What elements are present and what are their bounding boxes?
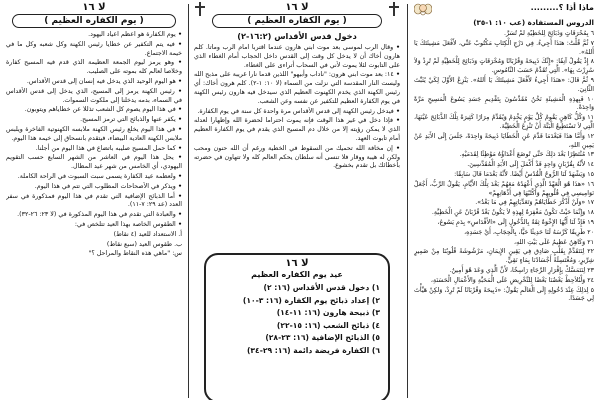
intro-paragraph: • أما الذبائح الإضافية التي تقدم في هذا اليوم فمذكورة في سفر العدد (عد ٢٩: ٧-١١). <box>6 193 182 211</box>
outline-box <box>204 253 390 400</box>
intro-paragraph: • يوم الكفارة هو أعظم أعياد اليهود. <box>6 31 182 40</box>
right-subheading: الدروس المستفادة (عب ١٠: ١-٣٥) <box>473 18 594 27</box>
right-heading: ماذا أذا ؟......... <box>530 2 594 12</box>
middle-header <box>194 2 400 31</box>
right-header <box>414 2 594 18</box>
section-title: ( يوم الكفاره العظيم ) <box>212 14 382 28</box>
intro-paragraph: س: "ماهي هذه النقاط والمراحل ؟" <box>88 250 182 258</box>
angel-icon <box>414 2 432 18</box>
verse-paragraph: ٨ إِذْ يَقُولُ آنِفًا: «إِنَّكَ ذَبِيحَةً وَقُرْبَانًا وَمُحْرَقَاتٍ وَذَبَائِحَ لِلْخَطِيَّةِ لَمْ تُرِدْ وَلاَ سُرِرْتَ بِهَا». الَّتِي تُقَدَّمُ حَسَبَ النَّامُوسِ. <box>414 58 594 75</box>
intro-paragraph: • في هذا اليوم يصوم كل الشعب تذللا عن خطاياهم ويتوبون. <box>6 106 182 115</box>
intro-paragraph: ب. طقوس العيد (سبع نقاط) <box>106 240 182 248</box>
commentary-paragraph: • إن مخافة الله تحميك من السقوط في الخطية ورغم أن الله حنون ومحب ولكن له هيبة ووقار فلا تنسى أنه سلطان يحكم العالم كله ولا تتهاون في حضرته بأخطائك بل تقدم بخشوع. <box>194 145 400 171</box>
intro-paragraph: • والعبادة التي تقدم في هذا اليوم المذكورة في (لا ٢٣: ٢٦-٣٢). <box>6 211 182 220</box>
verse-paragraph: ١٤ لأَنَّهُ بِقُرْبَانٍ وَاحِدٍ قَدْ أَكْمَلَ إِلَى الأَبَدِ الْمُقَدَّسِينَ. <box>467 161 594 169</box>
middle-heading: دخول قدس الأقداس (١٦:٢-٢) <box>237 31 357 41</box>
commentary-paragraph: • فيدخل رئيس الكهنة إلى قدس الأقداس مرة واحدة كل سنة في يوم الكفارة. <box>194 108 400 117</box>
verse-paragraph: ١٩ فَإِذْ لَنَا أَيُّهَا الإِخْوَةُ ثِقَةٌ بِالدُّخُولِ إِلَى «الأَقْدَاسِ» بِدَمِ يَسُوعَ، <box>437 218 594 226</box>
verse-paragraph: ٧ ثُمَّ قُلْتُ: هنَذَا أَجِيءُ. فِي دَرْجِ الْكِتَابِ مَكْتُوبٌ عَنِّي، لأَفْعَلَ مَشِيئَتَكَ يَا أَللهُ». <box>414 39 594 56</box>
verse-paragraph: ٦ بِمُحْرَقَاتٍ وَذَبَائِحَ لِلْخَطِيَّةِ لَمْ تُسَرَّ. <box>504 30 594 37</box>
verse-paragraph: ١٥ وَيَشْهَدُ لَنَا الرُّوحُ الْقُدُسُ أَيْضًا. لأَنَّهُ بَعْدَمَا قَالَ سَابِقًا: <box>454 170 594 178</box>
right-body <box>414 30 594 370</box>
verse-paragraph: ٢١ وَكَاهِنٌ عَظِيمٌ عَلَى بَيْتِ اللهِ، <box>514 238 594 246</box>
left-column <box>0 0 186 400</box>
cross-icon <box>388 2 400 16</box>
commentary-paragraph: • فإذا دخل في غير هذا الوقت فإنه يموت احتراما لحضرة الله وإظهارا لعدله الذي لا يمكن رؤيته إلا من خلال دم المسيح الذي يقدم في يوم الكفارة العظيم أمام تابوت العهد. <box>194 117 400 143</box>
intro-paragraph: • الطقوس الخاصة بهذا العيد تتلخص في: <box>6 221 182 230</box>
outline-item: ١) دخول قدس الأقداس (١٦: ٢) <box>263 283 380 292</box>
column-divider <box>188 4 189 398</box>
intro-paragraph: • يحل هذا اليوم في العاشر من الشهر السابع حسب التقويم اليهودي، أي الخامس من شهر عيد المظال. <box>6 154 182 172</box>
intro-paragraph: • ويذكر في الأصحاحات المطلوب التي تتم في هذا اليوم. <box>6 183 182 192</box>
chapter-number: لا ١٦ <box>82 2 106 13</box>
middle-body <box>194 44 400 249</box>
outline-number: لا ١٦ <box>285 258 309 269</box>
cross-icon <box>194 2 206 16</box>
verse-paragraph: ١٦ «هذَا هُوَ الْعَهْدُ الَّذِي أَعْهَدُهُ مَعَهُمْ بَعْدَ تِلْكَ الأَيَّامِ، يَقُولُ الرَّبُّ، أَجْعَلُ نَوَامِيسِي فِي قُلُوبِهِمْ وَأَكْتُبُهَا فِي أَذْهَانِهِمْ» <box>414 180 594 197</box>
outline-item: ٥) الذبائح الإضافية (١٦: ٢٣-٢٨) <box>265 333 380 342</box>
verse-paragraph: ١٢ وَأَمَّا هذَا فَبَعْدَمَا قَدَّمَ عَنِ الْخَطَايَا ذَبِيحَةً وَاحِدَةً، جَلَسَ إِلَى الأَبَدِ عَنْ يَمِينِ اللهِ، <box>414 132 594 149</box>
left-body <box>6 31 182 389</box>
verse-paragraph: ١٣ مُنْتَظِرًا بَعْدَ ذلِكَ حَتَّى تُوضَعَ أَعْدَاؤُهُ مَوْطِئًا لِقَدَمَيْهِ. <box>459 151 594 159</box>
intro-paragraph: • هو اليوم الوحيد الذي يدخل فيه إنسان إلى قدس الأقداس. <box>6 78 182 87</box>
outline-title: عيد يوم الكفاره العظيم <box>251 270 343 279</box>
commentary-paragraph: • ١٤: بعد موت ابني هرون: "ناداب وأبيهو" اللذين قدما نارا غريبة على مذبح الله وليست النار المقدسة التي نزلت من السماء (لا ١٠: ١-٢). كلم هرون أخاك: أي رئيس الكهنة الذي يخدم الكهنوت العظيم الذي سيدخل فيه هارون رئيس الكهنة في يوم الكفارة العظيم للتكفير عن نفسه وعن الشعب. <box>194 71 400 106</box>
intro-paragraph: • فيه يتم التكفير عن خطايا رئيس الكهنة وكل شعبه وكل ما في خيمة الاجتماع. <box>6 41 182 59</box>
intro-paragraph: • يكفر عنها والذبائح التي ترمز المسيح. <box>6 116 182 125</box>
outline-item: ٣) ذبيحة هارون (١٦: ١١-١٤) <box>276 308 380 317</box>
intro-paragraph: • ولعظمة عيد الكفارة يسمى سبت السبوت في الراحة الكاملة. <box>6 173 182 182</box>
middle-column <box>190 0 404 400</box>
outline-item: ٦) الكفارة فريضة دائمة (١٦: ٢٩-٣٤) <box>246 345 380 355</box>
chapter-number: لا ١٦ <box>285 2 309 13</box>
intro-paragraph: • كما حمل المسيح صليبه باتضاع في هذا اليوم من أجلنا. <box>6 145 182 154</box>
verse-paragraph: ٥ لِذلِكَ عِنْدَ دُخُولِهِ إِلَى الْعَالَمِ يَقُولُ: «ذَبِيحَةً وَقُرْبَانًا لَمْ تُرِدْ، وَلكِنْ هَيَّأْتَ لِي جَسَدًا. <box>414 286 594 303</box>
verse-paragraph: ٢٢ لِنَتَقَدَّمْ بِقَلْبٍ صَادِق فِي يَقِينِ الإِيمَانِ، مَرْشُوشَةً قُلُوبُنَا مِنْ ضَمِيرٍ شِرِّيرٍ، وَمُغْتَسِلَةً أَجْسَادُنَا بِمَاءٍ نَقِيٍّ. <box>414 248 594 265</box>
verse-paragraph: ١٧ «وَلَنْ أَذْكُرَ خَطَايَاهُمْ وَتَعَدِّيَاتِهِمْ فِي مَا بَعْدُ». <box>475 199 594 207</box>
outline-item: ٤) ذبائح الشعب (١٦: ١٥-٢٢) <box>276 320 380 330</box>
intro-paragraph: • في هذا اليوم يخلع رئيس الكهنة ملابسه الكهنوتية الفاخرة ويلبس ملابس الكهنة العادية البيضاء، فيتقدم بانسحاق إلى خيمة هذا اليوم. <box>6 126 182 144</box>
verse-paragraph: ١٠ فَبِهذِهِ الْمَشِيئَةِ نَحْنُ مُقَدَّسُونَ بِتَقْدِيمِ جَسَدِ يَسُوعَ الْمَسِيحِ مَرَّةً وَاحِدَةً. <box>414 95 594 112</box>
section-title: ( يوم الكفاره العظيم ) <box>12 14 176 28</box>
verse-paragraph: ٢٤ وَلْنُلاَحِظْ بَعْضُنَا بَعْضًا لِلتَّحْرِيضِ عَلَى الْمَحَبَّةِ وَالأَعْمَالِ الْحَسَنَةِ، <box>430 276 594 284</box>
commentary-paragraph: • وقال الرب لموسى بعد موت ابني هارون عندما اقتربا أمام الرب وماتا. كلم هارون أخاك أن لا يدخل كل وقت إلى القدس داخل الحجاب أمام الغطاء الذي على التابوت لئلا يموت لأني في السحاب أتراءى على الغطاء. <box>194 44 400 70</box>
right-column <box>410 0 600 400</box>
verse-paragraph: ٩ ثُمَّ قَالَ: «هنَذَا أَجِيءُ لأَفْعَلَ مَشِيئَتَكَ يَا أَللهُ». يَنْزِعُ الأَوَّلَ لِكَيْ يُثَبِّتَ الثَّانِيَ. <box>414 76 594 93</box>
verse-paragraph: ٢٠ طَرِيقًا كَرَّسَهُ لَنَا حَدِيثًا حَيًّا، بِالْحِجَابِ، أَيْ جَسَدِهِ، <box>464 228 594 236</box>
outline-list <box>214 282 380 357</box>
outline-item: ٢) إعداد ذبائح يوم الكفارة (١٦: ٣-١٠) <box>242 295 380 305</box>
verse-paragraph: ١١ وَكُلُّ كَاهِنٍ يَقُومُ كُلَّ يَوْمٍ يَخْدِمُ وَيُقَدِّمُ مِرَارًا كَثِيرَةً تِلْكَ الذَّبَائِحَ عَيْنَهَا، الَّتِي لاَ تَسْتَطِيعُ الْبَتَّةَ أَنْ تَنْزِعَ الْخَطِيَّةَ. <box>414 114 594 130</box>
verse-paragraph: ١٨ وَإِنَّمَا حَيْثُ تَكُونُ مَغْفِرَةٌ لِهذِهِ لاَ يَكُونُ بَعْدُ قُرْبَانٌ عَنِ الْخَطِيَّةِ. <box>431 209 594 217</box>
verse-paragraph: ٢٣ لِنَتَمَسَّكْ بِإِقْرَارِ الرَّجَاءِ رَاسِخًا، لأَنَّ الَّذِي وَعَدَ هُوَ أَمِينٌ. <box>449 266 594 274</box>
intro-paragraph: • وهو يرمز ليوم الجمعة العظيمة الذي قدم فيه المسيح كفارة وخلاصا لعالم كله بموته على الصليب. <box>6 59 182 77</box>
column-divider <box>407 4 408 398</box>
intro-paragraph: • رئيس الكهنة يرمز إلى المسيح، الذي يدخل إلى قدس الأقداس في السماء، بدمه يدخلنا إلى ملكوت السموات. <box>6 88 182 106</box>
intro-paragraph: أ. الاستعداد للعيد (٤ نقاط) <box>113 230 182 238</box>
